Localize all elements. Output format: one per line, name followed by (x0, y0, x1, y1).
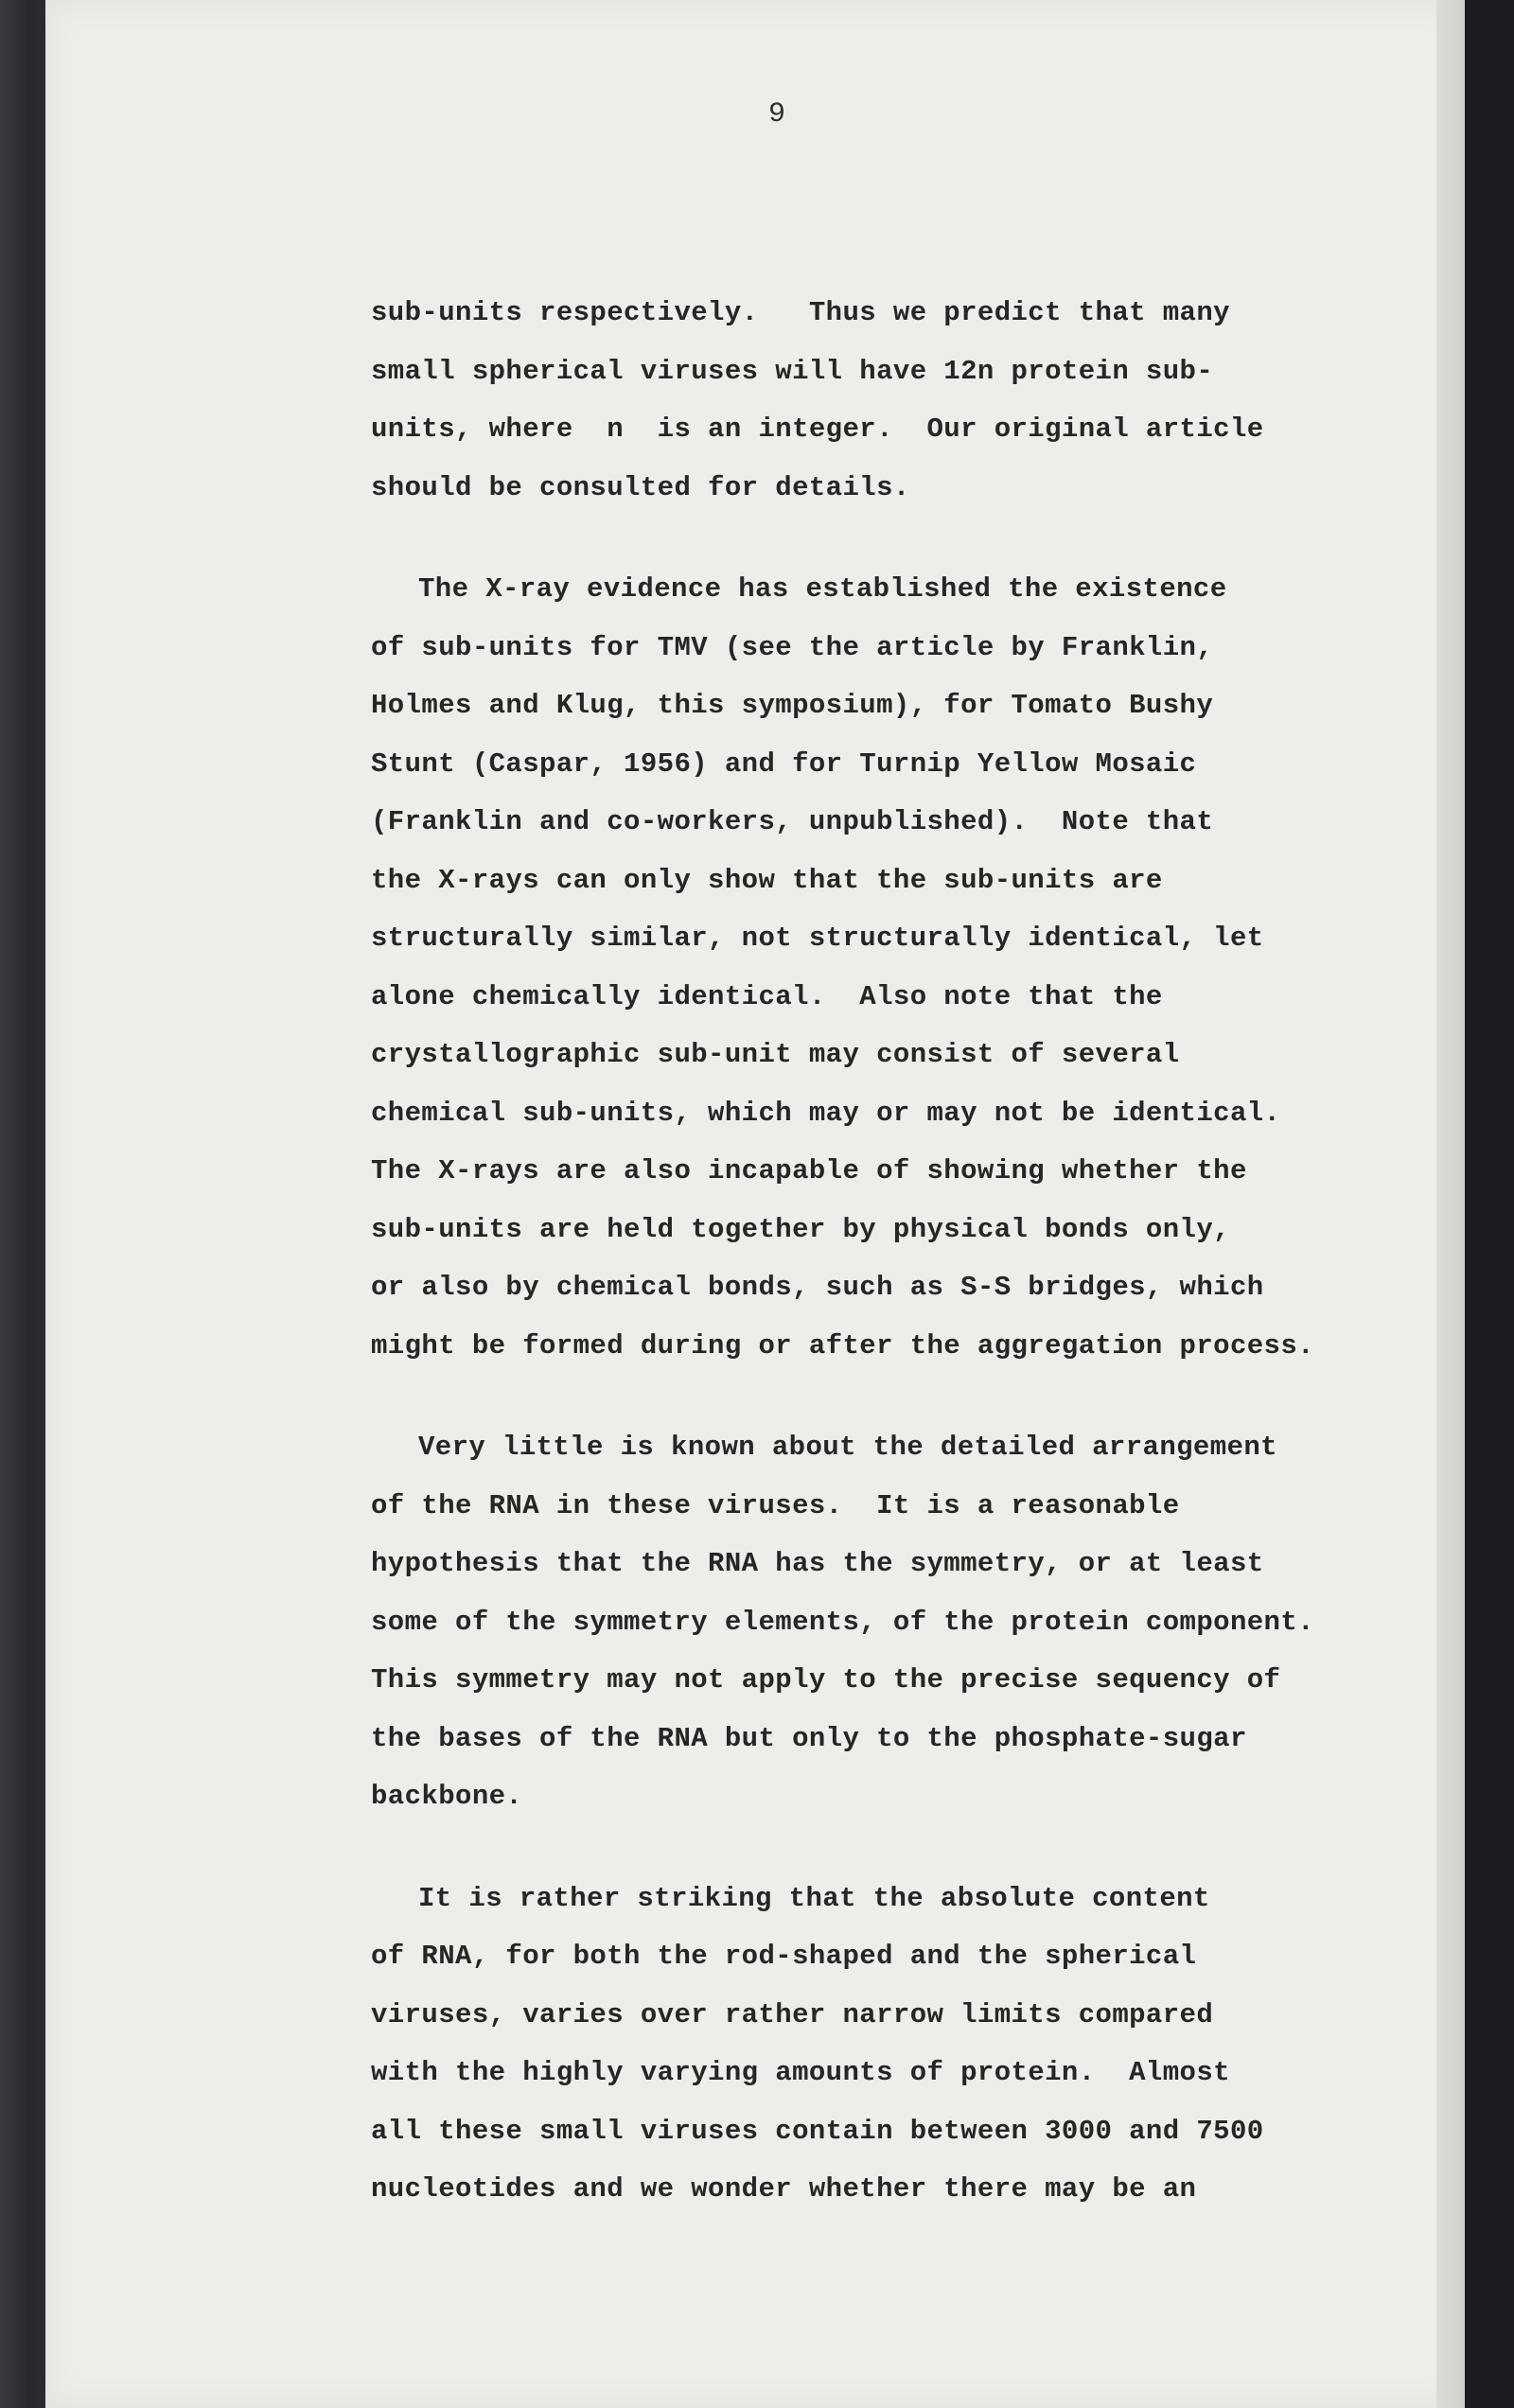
text-line: units, where n is an integer. Our original article (371, 413, 1264, 445)
text-line: Very little is known about the detailed arrangement (418, 1432, 1277, 1463)
paragraph-2 (371, 560, 1374, 1375)
text-line: viruses, varies over rather narrow limits compared (371, 1998, 1214, 2030)
text-line: all these small viruses contain between 3000 and 7500 (371, 2115, 1264, 2147)
text-line: This symmetry may not apply to the precise sequency of (371, 1664, 1281, 1696)
text-line: crystallographic sub-unit may consist of several (371, 1039, 1180, 1070)
text-line: of RNA, for both the rod-shaped and the spherical (371, 1941, 1197, 1972)
body-text (371, 284, 1374, 2262)
text-line: the X-rays can only show that the sub-units are (371, 864, 1163, 896)
text-line: structurally similar, not structurally identical, let (371, 923, 1264, 954)
binding-spine (0, 0, 26, 2408)
text-line: Holmes and Klug, this symposium), for Tomato Bushy (371, 690, 1214, 721)
text-line: of sub-units for TMV (see the article by Franklin, (371, 631, 1214, 663)
paragraph-3 (371, 1418, 1374, 1826)
text-line: backbone. (371, 1781, 523, 1812)
text-line: sub-units are held together by physical bonds only, (371, 1213, 1230, 1245)
text-line: (Franklin and co-workers, unpublished). Note that (371, 806, 1214, 837)
text-line: hypothesis that the RNA has the symmetry, or at least (371, 1548, 1264, 1579)
text-line: It is rather striking that the absolute content (418, 1882, 1210, 1914)
text-line: some of the symmetry elements, of the protein component. (371, 1606, 1314, 1638)
text-line: should be consulted for details. (371, 471, 910, 503)
text-line: The X-ray evidence has established the existence (418, 573, 1227, 605)
text-line: might be formed during or after the aggregation process. (371, 1329, 1314, 1362)
page-edge (1436, 0, 1465, 2408)
paragraph-1 (371, 284, 1374, 517)
text-line: or also by chemical bonds, such as S-S bridges, which (371, 1272, 1264, 1303)
page-number: 9 (768, 98, 787, 131)
text-line: small spherical viruses will have 12n protein sub- (371, 355, 1214, 387)
text-line: chemical sub-units, which may or may not be identical. (371, 1097, 1281, 1129)
paragraph-4 (371, 1870, 1374, 2219)
text-line: alone chemically identical. Also note that the (371, 980, 1163, 1012)
text-line: with the highly varying amounts of protein. Almost (371, 2057, 1230, 2088)
text-line: the bases of the RNA but only to the phosphate-sugar (371, 1722, 1247, 1754)
text-line: The X-rays are also incapable of showing whether the (371, 1155, 1247, 1186)
text-line: nucleotides and we wonder whether there may be an (371, 2173, 1197, 2205)
text-line: Stunt (Caspar, 1956) and for Turnip Yellow Mosaic (371, 747, 1197, 780)
text-line: of the RNA in these viruses. It is a reasonable (371, 1489, 1180, 1521)
text-line: sub-units respectively. Thus we predict that many (371, 297, 1230, 328)
